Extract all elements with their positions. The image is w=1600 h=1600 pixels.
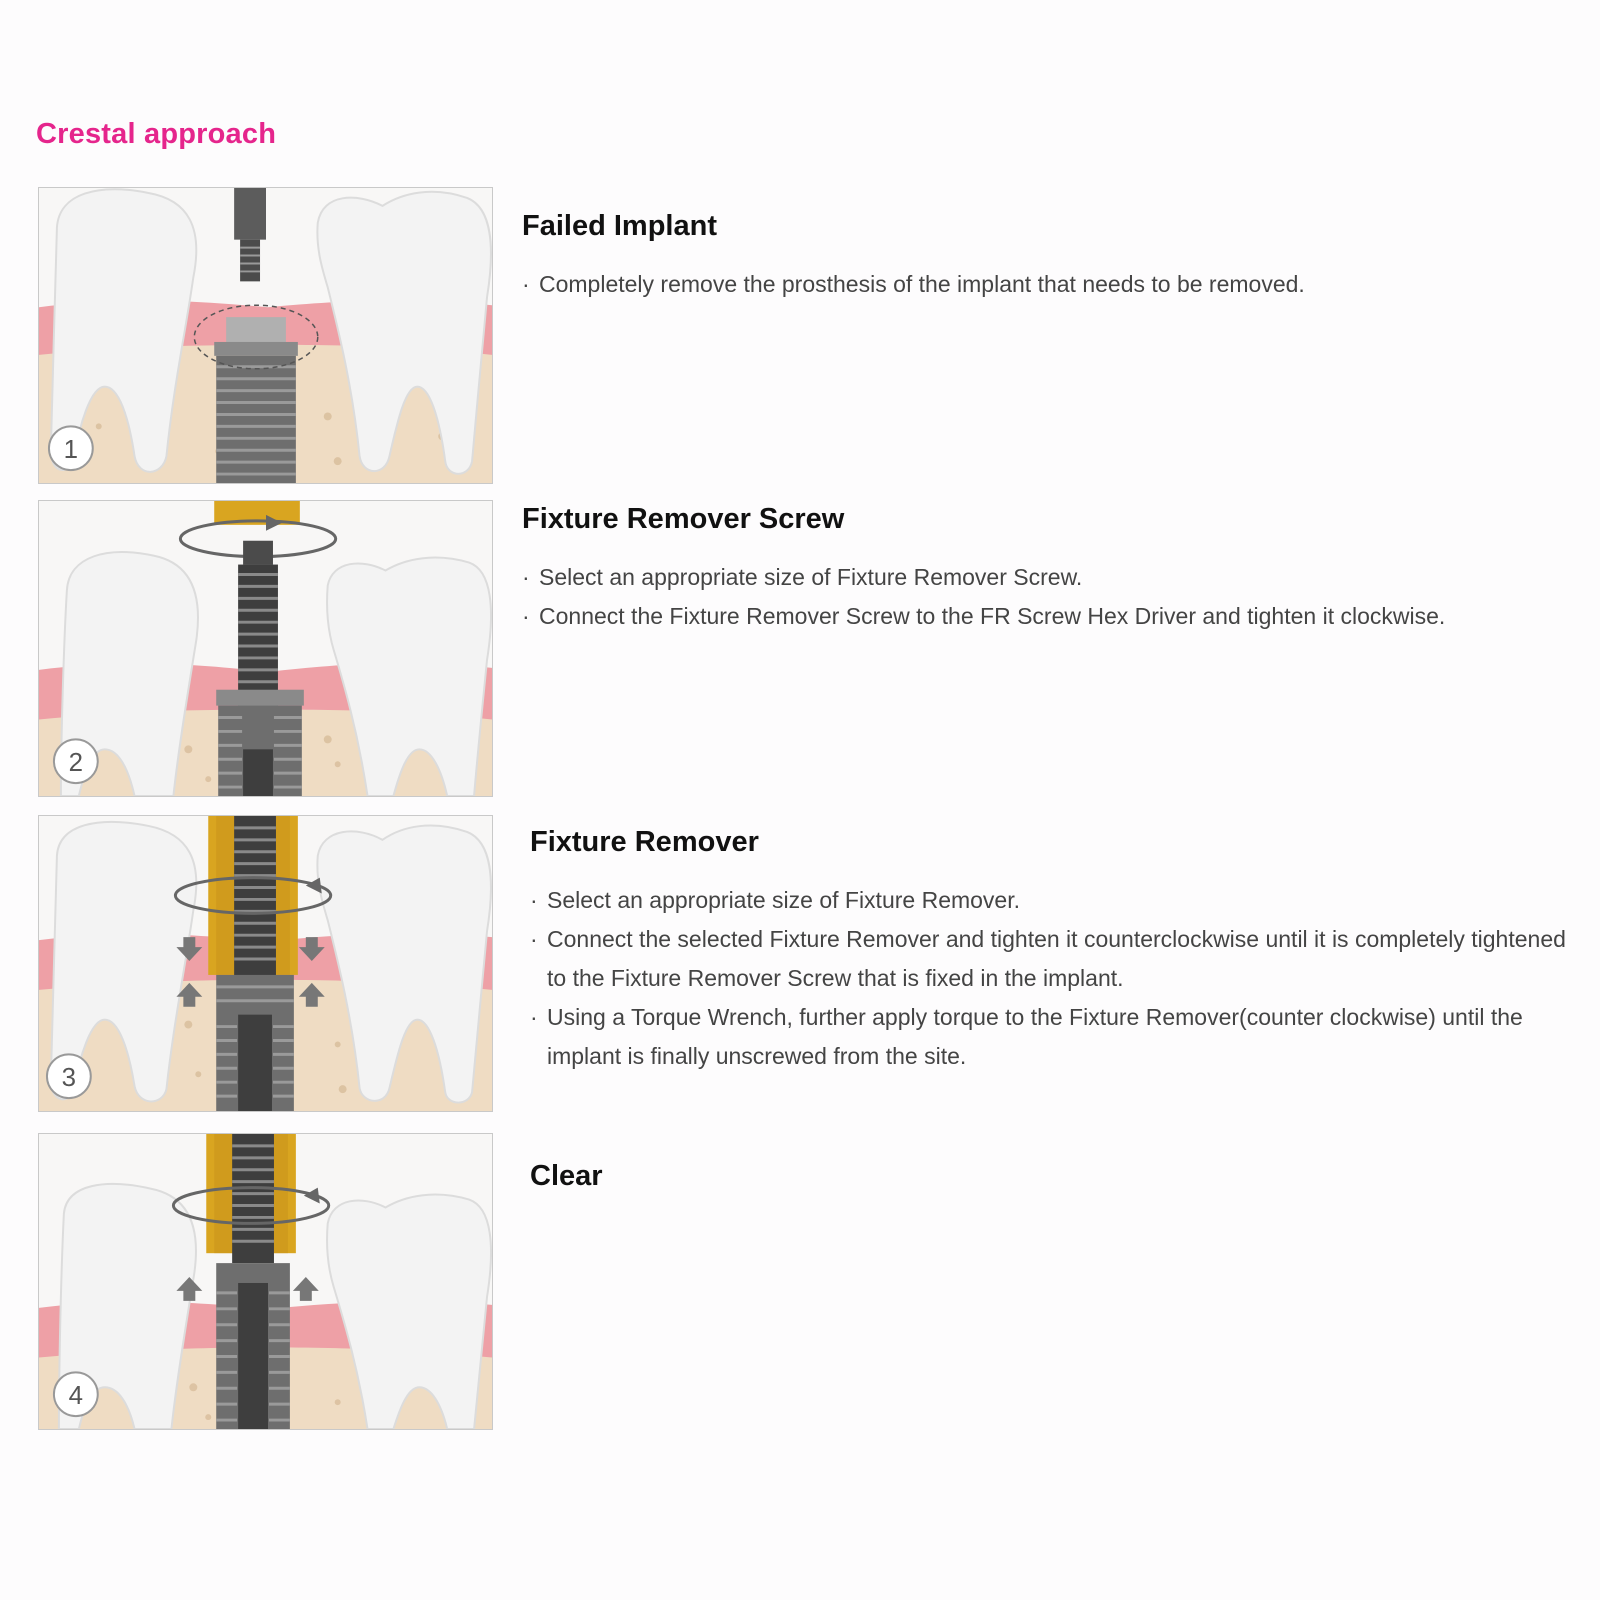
step-2-illustration — [38, 500, 493, 797]
step-title: Failed Implant — [522, 210, 717, 242]
step-bullet-list — [522, 558, 1582, 636]
step-4-illustration — [38, 1133, 493, 1430]
step-2-text — [522, 503, 1582, 636]
bullet-item: · Select an appropriate size of Fixture Remover. — [530, 881, 1590, 920]
clear-illustration — [39, 1134, 492, 1429]
step-number-badge — [54, 739, 98, 783]
step-number-badge — [49, 426, 93, 470]
svg-text:1: 1 — [63, 436, 79, 465]
failed-implant-illustration — [39, 188, 492, 483]
section-title: Crestal approach — [36, 118, 277, 150]
svg-text:3: 3 — [61, 1064, 77, 1093]
step-number-badge — [54, 1372, 98, 1416]
bullet-item: · Select an appropriate size of Fixture Remover Screw. — [522, 558, 1582, 597]
step-3-illustration — [38, 815, 493, 1112]
implant-fixture — [216, 690, 304, 796]
bullet-item: · Connect the Fixture Remover Screw to the FR Screw Hex Driver and tighten it clockwise. — [522, 597, 1582, 636]
fixture-remover-screw-illustration — [39, 501, 492, 796]
bullet-item: · Completely remove the prosthesis of the implant that needs to be removed. — [522, 265, 1582, 304]
implant-fixture — [214, 317, 298, 483]
step-title: Fixture Remover — [530, 826, 759, 858]
step-title: Fixture Remover Screw — [522, 503, 845, 535]
step-bullet-list — [530, 881, 1590, 1076]
svg-text:4: 4 — [68, 1382, 84, 1411]
step-bullet-list — [522, 265, 1582, 304]
step-4-text — [530, 1160, 1590, 1215]
step-1-text — [522, 210, 1582, 304]
implant-fixture — [216, 975, 294, 1111]
bullet-item: · Using a Torque Wrench, further apply torque to the Fixture Remover(counter clockwise) until the implant is finally unscrewed from the site. — [530, 998, 1590, 1076]
step-1-illustration — [38, 187, 493, 484]
svg-text:2: 2 — [68, 749, 84, 778]
fixture-remover-illustration — [39, 816, 492, 1111]
step-3-text — [530, 826, 1590, 1076]
bullet-item: · Connect the selected Fixture Remover and tighten it counterclockwise until it is completely tightened to the Fixture Remover Screw that is fixed in the implant. — [530, 920, 1590, 998]
step-title: Clear — [530, 1160, 603, 1192]
step-number-badge — [47, 1054, 91, 1098]
